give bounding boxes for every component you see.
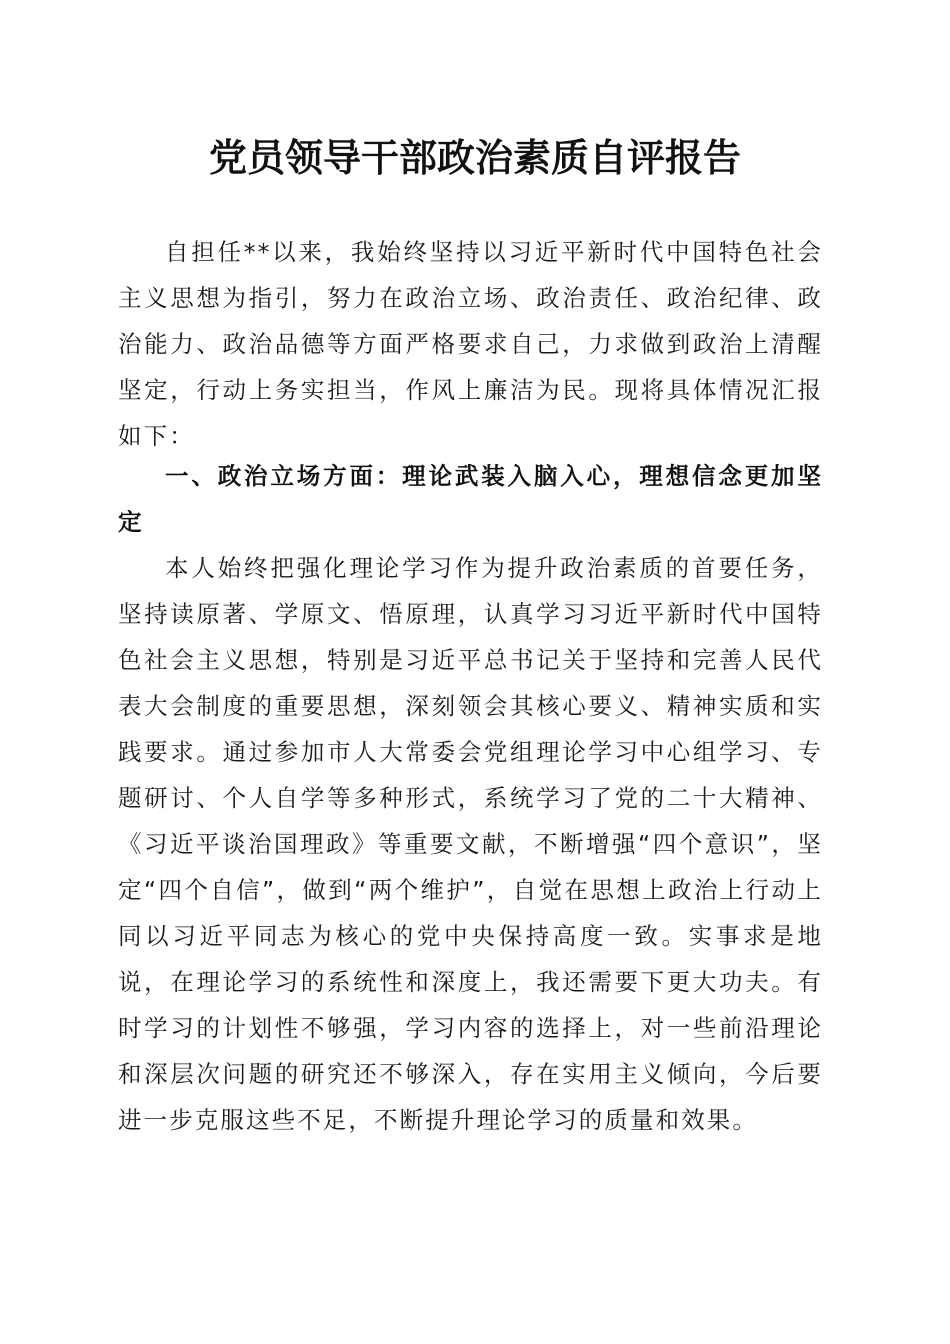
section-paragraph: 本人始终把强化理论学习作为提升政治素质的首要任务，坚持读原著、学原文、悟原理，认真学习习近平新时代中国特色社会主义思想，特别是习近平总书记关于坚持和完善人民代表大会制度的重要思想，深刻领会其核心要义、精神实质和实践要求。通过参加市人大常委会党组理论学习中心组学习、专题研讨、个人自学等多种形式，系统学习了党的二十大精神、《习近平谈治国理政》等重要文献，不断增强“四个意识”，坚定“四个自信”，做到“两个维护”，自觉在思想上政治上行动上同以习近平同志为核心的党中央保持高度一致。实事求是地说，在理论学习的系统性和深度上，我还需要下更大功夫。有时学习的计划性不够强，学习内容的选择上，对一些前沿理论和深层次问题的研究还不够深入，存在实用主义倾向，今后要进一步克服这些不足，不断提升理论学习的质量和效果。 <box>118 554 823 1134</box>
document-title: 党员领导干部政治素质自评报告 <box>208 135 741 180</box>
section-heading: 一、政治立场方面：理论武装入脑入心，理想信念更加坚定 <box>118 462 823 536</box>
intro-paragraph: 自担任**以来，我始终坚持以习近平新时代中国特色社会主义思想为指引，努力在政治立场、政治责任、政治纪律、政治能力、政治品德等方面严格要求自己，力求做到政治上清醒坚定，行动上务实担当，作风上廉洁为民。现将具体情况汇报如下： <box>118 238 823 450</box>
